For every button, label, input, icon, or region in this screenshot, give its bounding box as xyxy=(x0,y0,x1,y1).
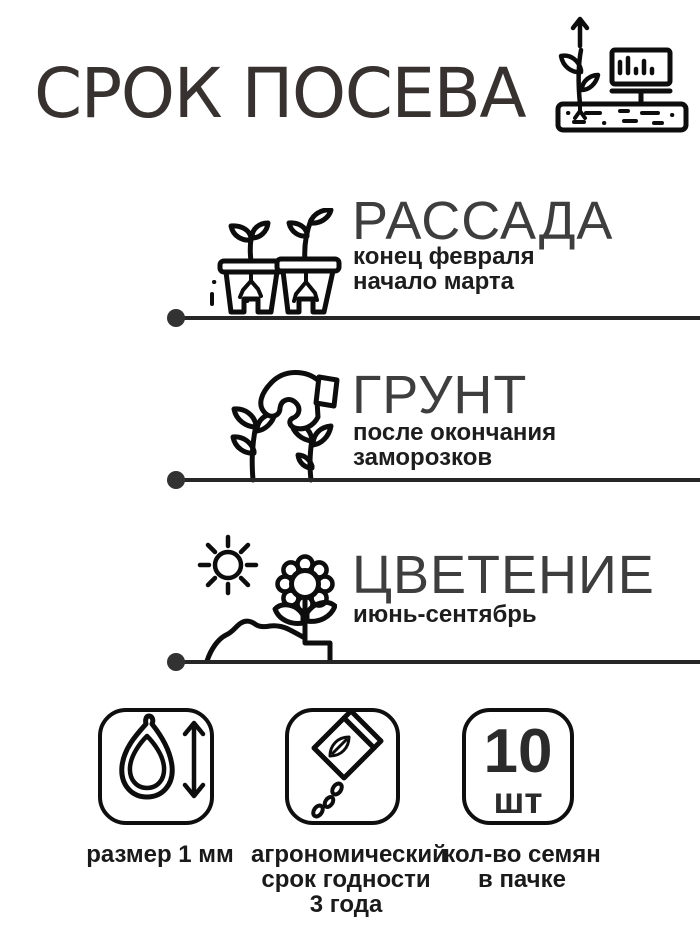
plant-growth-soil-icon xyxy=(548,12,696,138)
section-subtitle-grunt xyxy=(353,420,556,470)
seed-count-card xyxy=(462,708,574,825)
seed-count-label xyxy=(427,842,617,892)
page-title: СРОК ПОСЕВА xyxy=(34,54,526,134)
seed-size-label xyxy=(65,842,255,867)
section-title-grunt: ГРУНТ xyxy=(352,365,528,425)
section-title-rassada: РАССАДА xyxy=(352,191,614,251)
seed-packet-icon xyxy=(289,712,396,821)
timeline-rule-3 xyxy=(176,660,700,664)
timeline-dot-3 xyxy=(167,653,185,671)
timeline-rule-1 xyxy=(176,316,700,320)
shelf-life-label xyxy=(251,841,447,918)
seed-size-card xyxy=(98,708,214,825)
section-subtitle-cvetenie xyxy=(353,602,537,627)
label-line: 3 года xyxy=(309,891,383,918)
timeline-dot-1 xyxy=(167,309,185,327)
subtitle-line: после окончания xyxy=(353,419,557,446)
seed-size-icon xyxy=(102,712,218,821)
section-title-cvetenie: ЦВЕТЕНИЕ xyxy=(352,545,655,605)
sun-flower-icon xyxy=(172,526,337,663)
shelf-life-card xyxy=(285,708,400,825)
timeline-rule-2 xyxy=(176,478,700,482)
section-subtitle-rassada xyxy=(353,244,535,294)
subtitle-line: июнь-сентябрь xyxy=(353,601,537,628)
seed-count-unit: шт xyxy=(493,780,543,821)
seedling-pots-icon xyxy=(200,208,350,316)
subtitle-line: начало марта xyxy=(353,268,515,295)
hand-sowing-icon xyxy=(215,365,350,485)
label-line: размер 1 мм xyxy=(86,841,234,868)
label-line: агрономический xyxy=(251,841,447,868)
subtitle-line: конец февраля xyxy=(353,243,535,270)
label-line: в пачке xyxy=(478,866,566,893)
seed-count-value: 10 xyxy=(483,717,553,786)
timeline-dot-2 xyxy=(167,471,185,489)
label-line: кол-во семян xyxy=(443,841,601,868)
subtitle-line: заморозков xyxy=(353,444,493,471)
label-line: срок годности xyxy=(261,866,431,893)
seed-count-badge xyxy=(466,712,570,820)
